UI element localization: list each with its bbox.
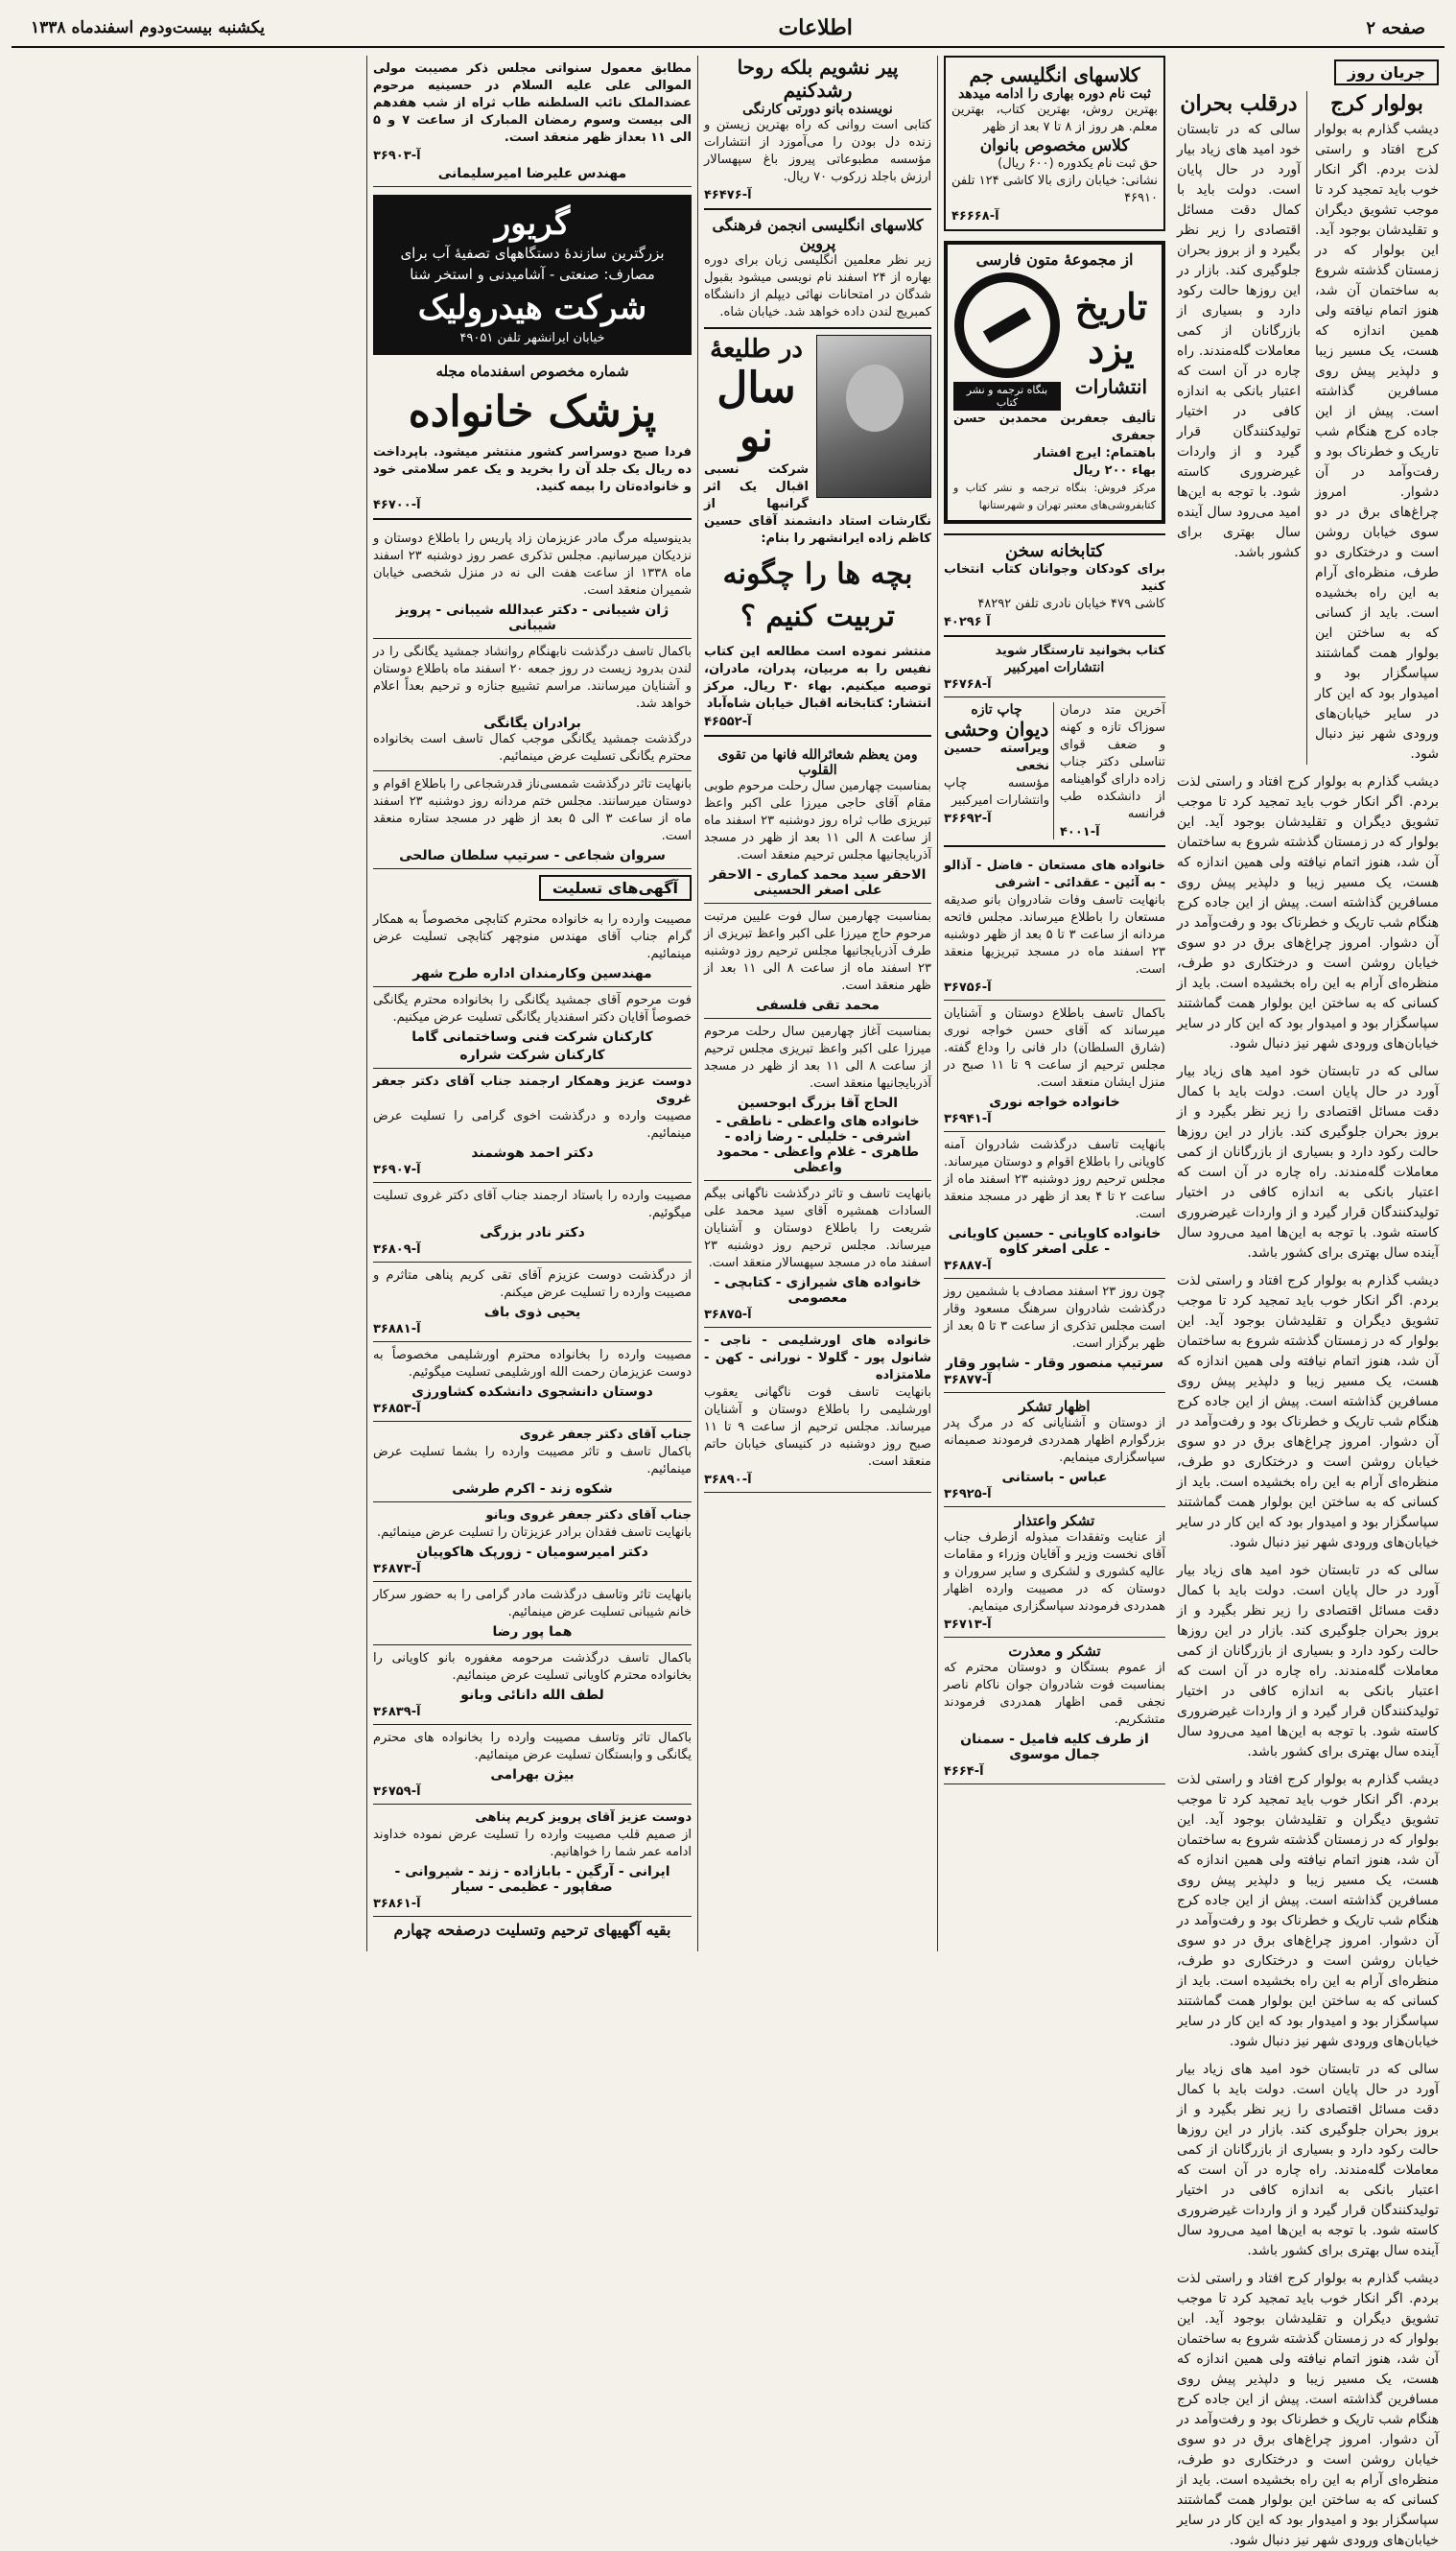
cond-danaei-code: آ-۳۶۸۳۹ [373,1705,421,1719]
notice-vaez-3-sign: الحاج آقا بزرگ ابوحسین [737,1096,899,1111]
cond-bozorgi-code: آ-۳۶۸۰۹ [373,1242,421,1257]
thanks-mousavi-title: تشکر و معذرت [1008,1642,1101,1660]
sal-no-line1: در طلیعهٔ [710,335,803,364]
article-boulevard-cont2: دیشب گذارم به بولوار کرج افتاد و راستی لذت بردم. اگر انکار خوب باید تمجید کرد تا موجب تشویق دیگران و تقلیدشان بوجود آید. این بولوار که در زمستان گذشته شروع به ساختمان آن شد، هنوز اتمام نیافته ولی همین اندازه که هست، یک مسیر زیبا و دلپذیر پیش روی مسافرین گذاشته است. پیش از این جاده کرج هنگام شب تاریک و خطرناک بود و رفت‌وآمد در آن دشوار. امروز چراغ‌های برق در دو سوی خیابان روشن است و درختکاری دو طرف، منظره‌ای آرام به این راه بخشیده است. باید از کسانی که به ساختن این بولوار همت گماشتند سپاسگزار بود و امیدوار بود که این کار در سایر خیابان‌های ورودی شهر نیز دنبال شود. [1177,1273,1439,1550]
notice-hosseinieh-text: مطابق معمول سنواتی مجلس ذکر مصیبت مولی الموالی علی علیه السلام در حسینیه مرحوم عضدالملک نائب السلطنه طاب ثراه از شب هفدهم الی بیست وسوم رمضان المبارک از ساعت ۷ و ۵ الی ۱۱ بعداز ظهر منعقد است. [373,61,692,145]
thanks-bastani-text: از دوستان و آشنایانی که در مرگ پدر بزرگوارم اظهار همدردی فرمودند صمیمانه سپاسگزاری مینمایم. [944,1416,1165,1465]
cond-pourreza-text: بانهایت تاثر وتاسف درگذشت مادر گرامی را به حضور سرکار خانم شیبانی تسلیت عرض مینمائیم. [373,1588,692,1619]
notice-khajenouri-code: آ-۳۶۹۴۱ [944,1112,992,1126]
headline-boulevard: بولوار کرج [1330,91,1423,116]
notice-shariat-sign: خانواده های شیرازی - کتابچی - معصومی [714,1275,922,1306]
notice-sheybani-text: بدینوسیله مرگ مادر عزیزمان زاد پاریس را باطلاع دوستان و نزدیکان میرسانیم. مجلس تذکری عصر روز دوشنبه ۲۳ اسفند ماه ۱۳۳۸ از ساعت هفت الی نه در منزل شخصی خیابان شمیران منعقد است. [373,531,692,598]
notice-vaez-3-text: بمناسبت آغاز چهارمین سال رحلت مرحوم میرزا علی اکبر واعظ تبریزی مجلس ترحیم از ساعت ۸ الی ۱۱ بعد از ظهر در مسجد آذربایجانیها منعقد است. [704,1025,932,1091]
ad-new-year-book [704,335,931,729]
grivor-address: خیابان ایرانشهر تلفن ۴۹۰۵۱ [459,331,605,345]
thanks-mousavi-sign: از طرف کلیه فامیل - سمنان جمال موسوی [960,1732,1149,1762]
book-editor: باهتمام: ایرج افشار [1034,446,1156,461]
cond-students-code: آ-۳۶۸۵۳ [373,1402,421,1416]
amirkabir-pub: انتشارات امیرکبیر [1004,660,1105,675]
notice-yeganegi-cond: درگذشت جمشید یگانگی موجب کمال تاسف است بخانواده محترم یگانگی تسلیت عرض مینمائیم. [373,732,692,764]
article-boulevard: دیشب گذارم به بولوار کرج افتاد و راستی لذت بردم. اگر انکار خوب باید تمجید کرد تا موجب تشویق دیگران و تقلیدشان بوجود آید. این بولوار که در زمستان گذشته شروع به ساختمان آن شد، هنوز اتمام نیافته ولی همین اندازه که هست، یک مسیر زیبا و دلپذیر پیش روی مسافرین گذاشته است. پیش از این جاده کرج هنگام شب تاریک و خطرناک بود و رفت‌وآمد در آن دشوار. امروز چراغ‌های برق در دو سوی خیابان روشن است و درختکاری دو طرف، منظره‌ای آرام به این راه بخشیده است. باید از کسانی که به ساختن این بولوار همت گماشتند سپاسگزار بود و امیدوار بود که این کار در سایر خیابان‌های ورودی شهر نیز دنبال شود. [1315,122,1439,762]
ad-jam-sub: ثبت نام دوره بهاری را ادامه میدهد [958,86,1151,102]
newspaper-page [12,10,1444,2548]
cond-bahrami [373,1725,692,1805]
divider [944,533,1165,535]
ad-parvin-classes [704,216,931,321]
masthead [12,10,1444,48]
thanks-mousavi-text: از عموم بستگان و دوستان محترم که بمناسبت فوت شادروان جوان ناکام ناصر نجفی قمی اظهار همدردی فرمودند متشکریم. [944,1661,1165,1727]
notice-mostaan-head: خانواده های مستعان - فاضل - آذالو - به آئین - عقدائی - اشرفی [944,859,1165,890]
ad-jam-text: بهترین روش، بهترین کتاب، بهترین معلم. هر روز از ۸ تا ۷ بعد از ظهر [951,103,1158,134]
notice-hosseinieh [373,56,692,187]
book-price: بهاء ۲۰۰ ریال [1072,463,1156,478]
section-title: جریان روز [1334,59,1439,85]
thanks-apology-text: از عنایت وتفقدات مبذوله ازطرف جناب آقای نخست وزیر و آقایان وزراء و مقامات عالیه کشوری و لشکری و سایر سروران و دوستان که در مصیبت وارده اظهار همدردی فرمودند سپاسگزاری مینمایم. [944,1530,1165,1614]
thanks-apology [944,1507,1165,1638]
notice-shariat [704,1181,931,1328]
cond-pourreza [373,1582,692,1645]
cond-zoubaf [373,1263,692,1342]
article-boulevard-cont3: دیشب گذارم به بولوار کرج افتاد و راستی لذت بردم. اگر انکار خوب باید تمجید کرد تا موجب تشویق دیگران و تقلیدشان بوجود آید. این بولوار که در زمستان گذشته شروع به ساختمان آن شد، هنوز اتمام نیافته ولی همین اندازه که هست، یک مسیر زیبا و دلپذیر پیش روی مسافرین گذاشته است. پیش از این جاده کرج هنگام شب تاریک و خطرناک بود و رفت‌وآمد در آن دشوار. امروز چراغ‌های برق در دو سوی خیابان روشن است و درختکاری دو طرف، منظره‌ای آرام به این راه بخشیده است. باید از کسانی که به ساختن این بولوار همت گماشتند سپاسگزار بود و امیدوار بود که این کار در سایر خیابان‌های ورودی شهر نیز دنبال شود. [1177,1772,1439,2049]
notice-vaez-families: خانواده های واعظی - ناطقی - اشرفی - خلیلی - رضا زاده - طاهری - غلام واعظی - محمود واعظی [716,1114,920,1175]
notice-vaez-1-sign: الاحقر سید محمد کماری - الاحقر علی اصغر الحسینی [709,867,927,898]
amirkabir-title: کتاب بخوانید تارستگار شوید [995,644,1165,658]
column-2 [937,56,1171,1951]
cond-gama-text: فوت مرحوم آقای جمشید یگانگی را بخانواده محترم یگانگی خصوصاً آقایان دکتر اسفندیار یگانگی تسلیت عرض میکنیم. [373,993,692,1025]
notice-vaghar-text: چون روز ۲۳ اسفند مصادف با ششمین روز درگذشت شادروان سرهنگ مسعود وقار است مجلس تذکری از ساعت ۳ تا ۵ بعد از ظهر برگزار است. [944,1285,1165,1351]
notice-khajenouri-text: باکمال تاسف باطلاع دوستان و آشنایان میرساند که آقای حسن خواجه نوری (شارق السلطان) دار فانی را وداع گفته. مجلس ترحیم از ساعت ۹ تا ۱۱ صبح در منزل ایشان منعقد است. [944,1006,1166,1090]
condolence-section-title: آگهی‌های تسلیت [539,875,692,901]
publisher-logo [954,272,1060,378]
remedy-text: آخرین متد درمان سوزاک تازه و کهنه و ضعف قوای تناسلی دکتر جناب زاده دارای گواهینامه از دانشکده طب فرانسه [1060,703,1165,821]
ad-jam-women: کلاس مخصوص بانوان [979,136,1130,155]
divider [704,327,931,329]
book-intro-code: آ-۴۶۴۷۶ [704,188,752,202]
notice-mostaan-text: بانهایت تاسف وفات شادروان بانو صدیقه مستعان را باطلاع میرساند. مجلس فاتحه مردانه از ساعت ۳ تا ۵ بعد از ظهر دوشنبه ۲۳ اسفند ماه در مسجد تبریزیها منعقد است. [944,893,1166,977]
thanks-apology-title: تشکر واعتذار [1014,1512,1095,1529]
cond-bozorgi [373,1183,692,1263]
divider [704,208,931,210]
notice-kaviani-sign: خانواده کاویانی - حسین کاویانی - علی اصغر کاوه [948,1226,1162,1257]
column-1 [1171,56,1444,2548]
cond-hooshmand-sign: دکتر احمد هوشمند [471,1146,594,1161]
newspaper-name: اطلاعات [778,15,853,40]
library-title: کتابخانه سخن [1005,541,1104,561]
cond-zoubaf-text: از درگذشت دوست عزیزم آقای تقی کریم پناهی متاثرم و مصیبت وارده را تسلیت عرض میکنم. [373,1268,692,1300]
poetry-pub: مؤسسه چاپ وانتشارات امیرکبیر [944,776,1049,808]
notice-vaez-2-sign: محمد تقی فلسفی [756,998,880,1013]
notice-vaghar-code: آ-۳۶۸۷۷ [944,1373,992,1387]
notice-mostaan-code: آ-۳۶۷۵۶ [944,980,992,995]
notice-yeganegi-text: باکمال تاسف درگذشت نابهنگام روانشاد جمشید یگانگی را در لندن بدرود زیست در روز جمعه ۲۰ اسفند ماه باطلاع دوستان و آشنایان میرسانند. مراسم تشییع جنازه و ترحیم بعداً اعلام خواهد شد. [373,645,692,711]
grivor-company: شرکت هیدرولیک [417,289,647,327]
notice-yeganegi [373,639,692,771]
remedy-code: آ-۴۰۰۱ [1060,825,1100,839]
children-text: منتشر نموده است مطالعه این کتاب نفیس را به مربیان، پدران، مادران، توصیه میکنیم. بهاء ۳۰ ریال. مرکز انتشار: کتابخانه اقبال خیابان شاه‌آباد [704,645,931,711]
notice-mostaan [944,853,1165,1001]
cond-sharareh-sign: کارکنان شرکت شراره [459,1048,605,1063]
notice-shojaei [373,771,692,869]
thanks-apology-code: آ-۳۶۷۱۳ [944,1618,992,1632]
sal-no-line2: سال نو [716,364,796,461]
book-byline: نویسنده بانو دورتی کارنگی [742,102,893,117]
notice-hosseinieh-code: آ-۳۶۹۰۳ [373,149,421,163]
book-headline: پیر نشویم بلکه روحا رشدکنیم [737,56,899,102]
headline-crisis: درقلب بحران [1180,91,1298,116]
notice-hosseinieh-sign: مهندس علیرضا امیرسلیمانی [437,166,627,181]
parvin-text: زیر نظر معلمین انگلیسی زبان برای دوره بهاره از ۲۴ اسفند نام نویسی میشود بقبول شدگان در امتحانات نهائی دیپلم از دانشگاه کمبریج لندن داده خواهد شد. خیابان شاه. [704,253,931,319]
notice-kaviani-text: بانهایت تاسف درگذشت شادروان آمنه کاویانی را باطلاع اقوام و دوستان میرساند. مجلس ترحیم روز دوشنبه ۲۳ اسفند ماه از ساعت ۲ تا ۴ بعد از ظهر در مسجد منعقد است. [944,1138,1166,1221]
amirkabir-code: آ-۳۶۷۶۸ [944,677,992,692]
cond-zoubaf-sign: یحیی ذوی باف [483,1305,581,1320]
cond-soumian-code: آ-۳۶۸۷۳ [373,1562,421,1576]
book-title: تاریخ یزد [1074,285,1148,371]
cond-zand-head: جناب آقای دکتر جعفر غروی [519,1428,692,1442]
notice-kaviani-code: آ-۳۶۸۸۷ [944,1259,992,1273]
cond-bozorgi-sign: دکتر نادر بزرگی [480,1225,585,1240]
divider [373,518,692,520]
notice-orshalimi-code: آ-۳۶۸۹۰ [704,1473,752,1487]
author-portrait [816,335,931,498]
ad-family-doctor [373,363,692,512]
ad-jam-address: نشانی: خیابان رازی بالا کاشی ۱۲۴ تلفن ۴۶۹۱۰ [951,174,1158,205]
cond-zand-sign: شکوه زند - اکرم طرشی [452,1481,613,1497]
divider [944,845,1165,847]
notice-vaez-2-text: بمناسبت چهارمین سال فوت علیین مرتبت مرحوم حاج میرزا علی اکبر واعظ تبریزی از طرف آذربایجانیها مجلس ترحیم روز دوشنبه ۲۳ اسفند ماه از ساعت ۸ الی ۱۱ بعد از ظهر منعقد است. [704,909,931,993]
ad-divan-vahshi [944,702,1054,839]
cond-danaei-sign: لطف الله دانائی وبانو [460,1688,604,1703]
notice-shojaei-text: بانهایت تاثر درگذشت شمسی‌ناز قدرشجاعی را باطلاع اقوام و دوستان میرسانند. مجلس ختم مردانه روز دوشنبه ۲۳ اسفند ماه از ساعت ۳ الی ۵ بعد از ظهر در مسجد ستاره منعقد است. [373,777,692,843]
magazine-code: آ-۴۶۷۰۰ [373,498,421,512]
cond-ketabchi-text: مصیبت وارده را به خانواده محترم کتابچی مخصوصاً به همکار گرام جناب آقای مهندس منوچهر کتابچی تسلیت عرض مینمائیم. [373,912,692,961]
poetry-editor: ویراسته حسین نخعی [944,742,1049,773]
thanks-bastani-code: آ-۳۶۹۲۵ [944,1487,992,1501]
ad-remedy [1060,702,1165,839]
article-crisis-cont: سالی که در تابستان خود امید های زیاد بیار آورد در حال پایان است. دولت باید با کمال دقت مسائل اقتصادی را زیر نظر بگیرد و از بروز بحران جلوگیری کند. بازار در این روزها حالت رکود دارد و بسیاری از بازرگانان از کمی معاملات گله‌مندند. راه چاره در آن است که اعتبار بانکی به اندازه کافی در اختیار تولیدکنندگان قرار گیرد و از واردات غیرضروری کاسته شود. با توجه به این‌ها امید می‌رود سال آینده سال بهتری برای کشور باشد. [1177,1064,1439,1261]
article-crisis: سالی که در تابستان خود امید های زیاد بیار آورد در حال پایان است. دولت باید با کمال دقت مسائل اقتصادی را زیر نظر بگیرد و از بروز بحران جلوگیری کند. بازار در این روزها حالت رکود دارد و بسیاری از بازرگانان از کمی معاملات گله‌مندند. راه چاره در آن است که اعتبار بانکی به اندازه کافی در اختیار تولیدکنندگان قرار گیرد و از واردات غیرضروری کاسته شود. با توجه به این‌ها امید می‌رود سال آینده سال بهتری برای کشور باشد. [1177,122,1301,560]
magazine-name: پزشک خانواده [408,388,657,437]
notice-orshalimi [704,1328,931,1493]
notice-shariat-code: آ-۳۶۸۷۵ [704,1308,752,1322]
poetry-title: چاپ تازه [971,702,1022,718]
notice-vaghar-sign: سرتیپ منصور وقار - شاپور وقار [946,1356,1163,1371]
cond-students [373,1342,692,1422]
article-crisis-cont2: سالی که در تابستان خود امید های زیاد بیار آورد در حال پایان است. دولت باید با کمال دقت مسائل اقتصادی را زیر نظر بگیرد و از بروز بحران جلوگیری کند. بازار در این روزها حالت رکود دارد و بسیاری از بازرگانان از کمی معاملات گله‌مندند. راه چاره در آن است که اعتبار بانکی به اندازه کافی در اختیار تولیدکنندگان قرار گیرد و از واردات غیرضروری کاسته شود. با توجه به این‌ها امید می‌رود سال آینده سال بهتری برای کشور باشد. [1177,1563,1439,1760]
ad-book-old-age [704,56,931,202]
cond-danaei [373,1645,692,1725]
cond-bahrami-sign: بیژن بهرامی [490,1767,575,1783]
ad-jam-english-classes [944,56,1165,231]
poetry-name: دیوان وحشی [944,718,1049,741]
magazine-text: فردا صبح دوسراسر کشور منتشر میشود. باپرداخت ده ریال یک جلد آن را بخرید و یک عمر سلامتی خود و خانواده‌تان را بیمه کنید. [373,445,692,494]
cond-soumian [373,1502,692,1582]
cond-karimpanahi-text: از صمیم قلب مصیبت وارده را تسلیت عرض نموده خداوند ادامه عمر شما را خواهانیم. [373,1828,692,1859]
poetry-code: آ-۳۶۶۹۲ [944,812,992,826]
column-3 [697,56,937,1951]
cond-hooshmand-head: دوست عزیز وهمکار ارجمند جناب آقای دکتر جعفر غروی [373,1075,692,1106]
ad-tarikh-yazd [944,241,1165,524]
grivor-name: گریور [494,204,571,243]
notice-vaez-3 [704,1019,931,1181]
book-publisher2: انتشارات [1074,375,1148,398]
children-title: بچه ها را چگونه تربیت کنیم ؟ [722,557,913,633]
cond-bozorgi-text: مصیبت وارده را باستاد ارجمند جناب آقای دکتر غروی تسلیت میگوئیم. [373,1189,692,1220]
divider [704,735,931,737]
thanks-bastani-title: اظهار تشکر [1019,1398,1091,1415]
cond-karimpanahi-code: آ-۳۶۸۶۱ [373,1897,421,1911]
ad-grivor [373,195,692,355]
cond-karimpanahi [373,1805,692,1917]
notice-shariat-text: بانهایت تاسف و تاثر درگذشت ناگهانی بیگم السادات همشیره آقای سید محمد علی شریعت را باطلاع دوستان و آشنایان میرساند. مجلس ترحیم روز دوشنبه ۲۳ اسفند ماه در مسجد سپهسالار منعقد است. [704,1187,931,1270]
cond-students-sign: دوستان دانشجوی دانشکده کشاورزی [411,1384,653,1400]
column-4 [366,56,697,1951]
cond-ketabchi [373,907,692,987]
article-crisis-cont3: سالی که در تابستان خود امید های زیاد بیار آورد در حال پایان است. دولت باید با کمال دقت مسائل اقتصادی را زیر نظر بگیرد و از بروز بحران جلوگیری کند. بازار در این روزها حالت رکود دارد و بسیاری از بازرگانان از کمی معاملات گله‌مندند. راه چاره در آن است که اعتبار بانکی به اندازه کافی در اختیار تولیدکنندگان قرار گیرد و از واردات غیرضروری کاسته شود. با توجه به این‌ها امید می‌رود سال آینده سال بهتری برای کشور باشد. [1177,2062,1439,2258]
library-address: کاشی ۴۷۹ خیابان نادری تلفن ۴۸۲۹۲ [977,597,1165,611]
ad-jam-fee: حق ثبت نام یکدوره (۶۰۰ ریال) [998,156,1158,171]
cond-bahrami-text: باکمال تاثر وتاسف مصیبت وارده را بخانواده های محترم یگانگی و وابستگان تسلیت عرض مینمائیم. [373,1731,692,1762]
thanks-mousavi [944,1638,1165,1784]
notice-kaviani [944,1132,1165,1279]
parvin-title: کلاسهای انگلیسی انجمن فرهنگی پروین [712,216,924,252]
notice-yeganegi-sign: برادران یگانگی [483,716,581,731]
cond-zand-text: باکمال تاسف و تاثر مصیبت وارده را بشما تسلیت عرض مینمائیم. [373,1445,692,1476]
magazine-head: شماره مخصوص اسفندماه مجله [435,363,629,380]
cond-students-text: مصیبت وارده را بخانواده محترم اورشلیمی مخصوصاً به دوست عزیزمان رحمت الله اورشلیمی تسلیت میگوئیم. [373,1348,692,1380]
ad-jam-code: آ-۴۶۶۶۸ [951,209,999,224]
cond-bahrami-code: آ-۳۶۷۵۹ [373,1784,421,1799]
cond-soumian-text: بانهایت تاسف فقدان برادر عزیزتان را تسلیت عرض مینمائیم. [377,1525,692,1540]
notice-orshalimi-text: بانهایت تاسف فوت ناگهانی یعقوب اورشلیمی را باطلاع دوستان و آشنایان میرساند. مجلس ترحیم از ساعت ۹ تا ۱۱ صبح روز دوشنبه در کنیسای خیابان حاتم منعقد است. [704,1385,931,1469]
continuation-note: بقیه آگهیهای ترحیم وتسلیت درصفحه چهارم [393,1921,671,1939]
notice-khajenouri [944,1001,1165,1132]
thanks-bastani-sign: عباس - باستانی [1001,1470,1108,1485]
cond-karimpanahi-sign: ایرانی - آرگین - بابازاده - زند - شیروانی - صفاپور - عظیمی - سیار [394,1864,670,1895]
cond-gama-sign: کارکنان شرکت فنی وساختمانی گاما [411,1029,653,1045]
cond-pourreza-sign: هما پور رضا [492,1624,573,1640]
thanks-mousavi-code: آ-۴۶۶۴ [944,1764,984,1779]
cond-karimpanahi-head: دوست عزیز آقای پرویز کریم پناهی [475,1810,692,1825]
cond-gama [373,987,692,1069]
library-text: برای کودکان وجوانان کتاب انتخاب کنید [944,562,1165,594]
series-label: از مجموعهٔ متون فارسی [975,250,1134,269]
book-intro: کتابی است روانی که راه بهترین زیستن و زنده دل بودن را می‌آموزد از انتشارات مؤسسه مطبوعاتی پیروز باغ سپهسالار ارزش باجلد زرکوب ۷۰ ریال. [704,118,931,184]
cond-zand [373,1422,692,1502]
notice-khajenouri-sign: خانواده خواجه نوری [989,1095,1120,1110]
cond-soumian-sign: دکتر امیرسومیان - زورپک هاکوپیان [416,1545,648,1560]
children-code: آ-۴۶۵۵۲ [704,715,752,729]
notice-vaez-1-text: بمناسبت چهارمین سال رحلت مرحوم طوبی مقام آقای حاجی میرزا علی اکبر واعظ تبریزی طاب ثراه روز دوشنبه ۲۳ اسفند ماه از ساعت ۸ الی ۱۱ بعد از ظهر در مسجد آذربایجانیها مجلس ترحیم منعقد است. [704,779,932,862]
cond-ketabchi-sign: مهندسین وکارمندان اداره طرح شهر [412,966,652,981]
divider [944,635,1165,637]
ad-amirkabir [944,643,1165,692]
book-distribution: مرکز فروش: بنگاه ترجمه و نشر کتاب و کتابفروشی‌های معتبر تهران و شهرستانها [953,482,1156,511]
grivor-slogan: بزرگترین سازندهٔ دستگاههای تصفیهٔ آب برای مصارف: صنعتی - آشامیدنی و استخر شنا [400,245,665,283]
ad-sokhan-library [944,541,1165,629]
library-code: ۴۰۲۹۶ آ [944,615,991,629]
cond-hooshmand-text: مصیبت وارده و درگذشت اخوی گرامی را تسلیت عرض مینمائیم. [373,1109,692,1141]
page-number: صفحه ۲ [1366,17,1425,38]
notice-vaez-1-head: ومن یعظم شعائرالله فانها من تقوی القلوب [717,747,918,778]
publisher-name: بنگاه ترجمه و نشر کتاب [953,382,1061,411]
sal-no-text: شرکت نسبی اقبال یک اثر گرانبها از نگارشات استاد دانشمند آقای حسین کاظم زاده ایرانشهر را بنام: [704,462,931,546]
notice-vaghar [944,1279,1165,1393]
cond-soumian-head: جناب آقای دکتر جعفر غروی وبانو [485,1508,692,1523]
ad-jam-title: کلاسهای انگلیسی جم [969,63,1140,86]
thanks-bastani [944,1393,1165,1507]
issue-date: یکشنبه بیست‌ودوم اسفندماه ۱۳۳۸ [31,18,265,37]
article-boulevard-cont4: دیشب گذارم به بولوار کرج افتاد و راستی لذت بردم. اگر انکار خوب باید تمجید کرد تا موجب تشویق دیگران و تقلیدشان بوجود آید. این بولوار که در زمستان گذشته شروع به ساختمان آن شد، هنوز اتمام نیافته ولی همین اندازه که هست، یک مسیر زیبا و دلپذیر پیش روی مسافرین گذاشته است. پیش از این جاده کرج هنگام شب تاریک و خطرناک بود و رفت‌وآمد در آن دشوار. امروز چراغ‌های برق در دو سوی خیابان روشن است و درختکاری دو طرف، منظره‌ای آرام به این راه بخشیده است. باید از کسانی که به ساختن این بولوار همت گماشتند سپاسگزار بود و امیدوار بود که این کار در سایر خیابان‌های ورودی شهر نیز دنبال شود. [1177,2271,1439,2548]
article-boulevard-cont: دیشب گذارم به بولوار کرج افتاد و راستی لذت بردم. اگر انکار خوب باید تمجید کرد تا موجب تشویق دیگران و تقلیدشان بوجود آید. این بولوار که در زمستان گذشته شروع به ساختمان آن شد، هنوز اتمام نیافته ولی همین اندازه که هست، یک مسیر زیبا و دلپذیر پیش روی مسافرین گذاشته است. پیش از این جاده کرج هنگام شب تاریک و خطرناک بود و رفت‌وآمد در آن دشوار. امروز چراغ‌های برق در دو سوی خیابان روشن است و درختکاری دو طرف، منظره‌ای آرام به این راه بخشیده است. باید از کسانی که به ساختن این بولوار همت گماشتند سپاسگزار بود و امیدوار بود که این کار در سایر خیابان‌های ورودی شهر نیز دنبال شود. [1177,774,1439,1051]
notice-sheybani-sign: ژان شیبانی - دکتر عبدالله شیبانی - پرویز شیبانی [395,602,669,633]
cond-zoubaf-code: آ-۳۶۸۸۱ [373,1322,421,1336]
notice-vaez-2 [704,904,931,1019]
cond-danaei-text: باکمال تاسف درگذشت مرحومه مغفوره بانو کاویانی را بخانواده محترم کاویانی تسلیت عرض مینمائیم. [373,1651,692,1683]
cond-hooshmand [373,1069,692,1183]
notice-vaez-1 [704,743,931,904]
cond-hooshmand-code: آ-۳۶۹۰۷ [373,1163,421,1177]
notice-sheybani [373,526,692,639]
book-author: تألیف جعفربن محمدبن حسن جعفری [953,412,1156,443]
notice-orshalimi-head: خانواده های اورشلیمی - ناجی - شانول پور - گلولا - نورانی - کهن - ملامتزاده [704,1334,931,1382]
notice-shojaei-sign: سروان شجاعی - سرتیپ سلطان صالحی [399,848,666,863]
